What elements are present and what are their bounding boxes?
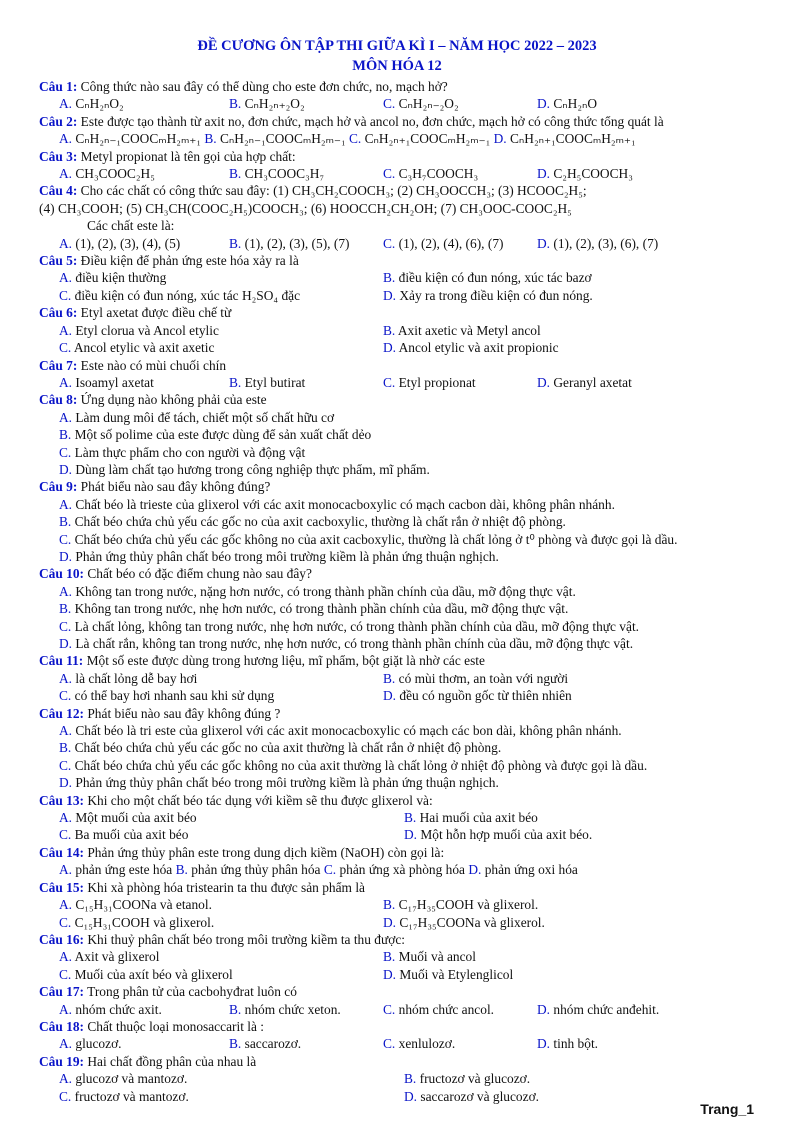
answer-option[interactable]: B. Không tan trong nước, nhẹ hơn nước, có trong thành phần chính của dầu, mỡ động thực vật. (59, 601, 569, 617)
answer-option[interactable]: B. Chất béo chứa chủ yếu các gốc no của axit cacboxylic, thường là chất rắn ở nhiệt độ phòng. (59, 514, 566, 530)
answer-option[interactable]: B. C₁₇H₃₅COOH và glixerol. (383, 897, 539, 913)
answer-option[interactable]: B. Hai muối của axit béo (404, 810, 538, 826)
option-letter: B. (229, 1036, 242, 1052)
question-stem (39, 478, 769, 495)
question-text: Este được tạo thành từ axit no, đơn chức, mạch hở và ancol no, đơn chức, mạch hở có công thức tổng quát là (77, 113, 664, 129)
question-text: Phản ứng thủy phân este trong dung dịch kiềm (NaOH) còn gọi là: (84, 844, 445, 860)
option-letter: C. (383, 374, 396, 390)
answer-option[interactable]: B. Chất béo chứa chủ yếu các gốc no của axit thường là chất rắn ở nhiệt độ phòng. (59, 740, 502, 756)
option-letter: B. (59, 514, 72, 530)
answer-row (39, 948, 769, 965)
option-letter: C. (323, 862, 337, 878)
answer-option[interactable]: C. Chất béo chứa chủ yếu các gốc không no của axit cacboxylic, thường là chất lỏng ở t⁰ phòng và được gọi là dầu. (59, 531, 678, 547)
option-letter: D. (383, 340, 397, 356)
question-text: Khi xà phòng hóa tristearin ta thu được sản phẩm là (84, 879, 365, 895)
question-label: Câu 7: (39, 357, 78, 373)
option-letter: C. (349, 131, 362, 147)
option-letter: C. (59, 688, 72, 704)
option-letter: A. (59, 670, 73, 686)
option-letter: D. (404, 1088, 418, 1104)
question-continuation: (4) CH₃COOH; (5) CH₃CH(COOC₂H₅)COOCH₃; (6) HOOCCH₂CH₂OH; (7) CH₃OOC-COOC₂H₅ (39, 200, 572, 216)
answer-option[interactable]: C. Chất béo chứa chủ yếu các gốc không no của axit thường là chất lỏng ở nhiệt độ phòng và được gọi là dầu. (59, 757, 648, 773)
answer-option[interactable]: B. CH₃COOC₃H₇ (229, 166, 325, 182)
option-letter: A. (59, 270, 73, 286)
answer-option[interactable]: C. có thể bay hơi nhanh sau khi sử dụng (59, 688, 275, 704)
answer-option[interactable]: B. điều kiện có đun nóng, xúc tác bazơ (383, 270, 592, 286)
answer-option[interactable]: A. C₁₅H₃₁COONa và etanol. (59, 897, 212, 913)
option-letter: B. (229, 96, 242, 112)
answer-option[interactable]: C. xenlulozơ. (383, 1036, 456, 1052)
question-label: Câu 11: (39, 653, 84, 669)
answer-option[interactable]: B. Một số polime của este được dùng để sản xuất chất dẻo (59, 427, 372, 443)
option-letter: C. (59, 757, 72, 773)
answer-option[interactable]: A. điều kiện thường (59, 270, 167, 286)
option-letter: C. (59, 287, 72, 303)
answer-row (39, 339, 769, 356)
answer-option[interactable]: A. nhóm chức axit. (59, 1001, 162, 1017)
answer-row (39, 1088, 769, 1105)
question-text: Ứng dụng nào không phải của este (77, 392, 267, 408)
option-letter: D. (383, 287, 397, 303)
answer-row (39, 670, 769, 687)
document-subtitle: MÔN HÓA 12 (352, 58, 442, 74)
question-stem (39, 705, 769, 722)
answer-option[interactable]: A. CₙH₂ₙ₋₁COOCₘH₂ₘ₊₁ B. CₙH₂ₙ₋₁COOCₘH₂ₘ₋₁ C. CₙH₂ₙ₊₁COOCₘH₂ₘ₋₁ D. CₙH₂ₙ₊₁COOCₘH₂ₘ₊₁ (59, 131, 636, 147)
answer-option[interactable]: D. nhóm chức anđehit. (537, 1001, 660, 1017)
answer-option[interactable]: A. glucozơ. (59, 1036, 122, 1052)
option-letter: B. (229, 235, 242, 251)
answer-row (39, 1001, 769, 1018)
question-label: Câu 1: (39, 79, 78, 94)
answer-option[interactable]: A. Không tan trong nước, nặng hơn nước, có trong thành phần chính của dầu, mỡ động thực vật. (59, 583, 576, 599)
option-letter: C. (59, 531, 72, 547)
answer-row (39, 269, 769, 286)
question-text: Este nào có mùi chuối chín (77, 357, 227, 373)
question-text: Hai chất đồng phân của nhau là (84, 1053, 257, 1069)
answer-row (39, 809, 769, 826)
option-letter: A. (59, 897, 73, 913)
question-label: Câu 10: (39, 566, 85, 582)
answer-option[interactable]: C. điều kiện có đun nóng, xúc tác H₂SO₄ đặc (59, 287, 301, 303)
option-letter: A. (59, 1071, 73, 1087)
question-stem (39, 931, 769, 948)
answer-row (39, 914, 769, 931)
question-label: Câu 15: (39, 879, 85, 895)
answer-option[interactable]: A. Một muối của axit béo (59, 810, 197, 826)
option-letter: D. (537, 1001, 551, 1017)
question-list (39, 78, 769, 1105)
option-letter: C. (59, 914, 72, 930)
question-text: Một số este được dùng trong hương liệu, mĩ phẩm, bột giặt là nhờ các este (83, 653, 485, 669)
answer-option[interactable]: D. đều có nguồn gốc từ thiên nhiên (383, 688, 572, 704)
answer-option[interactable]: C. Làm thực phẩm cho con người và động vật (59, 444, 306, 460)
answer-row (39, 322, 769, 339)
question-label: Câu 16: (39, 931, 85, 947)
option-letter: A. (59, 409, 73, 425)
option-letter: C. (59, 618, 72, 634)
option-letter: A. (59, 322, 73, 338)
option-letter: B. (175, 862, 188, 878)
question-text: Trong phân tử của cacbohyđrat luôn có (84, 984, 297, 1000)
answer-option[interactable]: B. fructozơ và glucozơ. (404, 1071, 531, 1087)
question-stem (39, 148, 769, 165)
answer-option[interactable]: A. glucozơ và mantozơ. (59, 1071, 188, 1087)
option-letter: D. (59, 775, 73, 791)
question-label: Câu 19: (39, 1053, 85, 1069)
option-letter: B. (404, 810, 417, 826)
question-text: Metyl propionat là tên gọi của hợp chất: (77, 148, 296, 164)
option-letter: B. (229, 374, 242, 390)
answer-row (39, 966, 769, 983)
question-prompt: Các chất este là: (87, 218, 175, 234)
answer-option[interactable]: D. Phản ứng thủy phân chất béo trong môi trường kiềm là phản ứng thuận nghịch. (59, 548, 499, 564)
option-letter: B. (404, 1071, 417, 1087)
option-letter: A. (59, 166, 73, 182)
answer-option[interactable]: D. Dùng làm chất tạo hương trong công nghiệp thực phẩm, mĩ phẩm. (59, 461, 430, 477)
question-label: Câu 9: (39, 479, 78, 495)
question-label: Câu 8: (39, 392, 78, 408)
option-letter: C. (383, 96, 396, 112)
answer-option[interactable]: D. saccarozơ và glucozơ. (404, 1088, 539, 1104)
answer-option[interactable]: D. Là chất rắn, không tan trong nước, nhẹ hơn nước, có trong thành phần chính của dầu, mỡ động thực vật. (59, 636, 634, 651)
option-letter: D. (537, 374, 551, 390)
option-letter: D. (383, 688, 397, 704)
answer-option[interactable]: A. Isoamyl axetat (59, 374, 154, 390)
question-label: Câu 4: (39, 183, 78, 199)
option-letter: D. (383, 966, 397, 982)
question-stem (39, 1053, 769, 1070)
answer-option[interactable]: C. Muối của axít béo và glixerol (59, 966, 233, 982)
answer-option[interactable]: B. Muối và ancol (383, 949, 476, 965)
question-text: Phát biểu nào sau đây không đúng ? (84, 705, 281, 721)
answer-option[interactable]: D. CₙH₂ₙO (537, 96, 597, 112)
answer-option[interactable]: D. Muối và Etylenglicol (383, 966, 514, 982)
answer-row (39, 374, 769, 391)
answer-option[interactable]: D. (1), (2), (3), (6), (7) (537, 235, 659, 251)
answer-option[interactable]: D. Phản ứng thủy phân chất béo trong môi trường kiềm là phản ứng thuận nghịch. (59, 775, 499, 791)
question-stem (39, 565, 769, 582)
question-stem (39, 879, 769, 896)
question-text: Chất thuộc loại monosaccarit là : (84, 1018, 264, 1034)
question-text: Phát biểu nào sau đây không đúng? (77, 479, 271, 495)
question-stem (39, 357, 769, 374)
question-stem (39, 792, 769, 809)
question-stem (39, 652, 769, 669)
option-letter: A. (59, 374, 73, 390)
option-letter: A. (59, 1036, 73, 1052)
answer-row (39, 1070, 769, 1087)
option-letter: D. (468, 862, 482, 878)
answer-option[interactable]: B. CₙH₂ₙ₊₂O₂ (229, 96, 305, 112)
question-text: Khi cho một chất béo tác dụng với kiềm sẽ thu được glixerol và: (84, 792, 433, 808)
option-letter: D. (493, 131, 507, 147)
option-letter: A. (59, 496, 73, 512)
option-letter: B. (383, 322, 396, 338)
answer-option[interactable]: C. CₙH₂ₙ₋₂O₂ (383, 96, 459, 112)
option-letter: C. (383, 235, 396, 251)
question-label: Câu 12: (39, 705, 85, 721)
option-letter: A. (59, 583, 73, 599)
question-text: Chất béo có đặc điểm chung nào sau đây? (84, 566, 312, 582)
answer-option[interactable]: A. CₙH₂ₙO₂ (59, 96, 124, 112)
option-letter: A. (59, 810, 73, 826)
answer-option[interactable]: C. Là chất lỏng, không tan trong nước, nhẹ hơn nước, có trong thành phần chính của dầu, mỡ động thực vật. (59, 618, 640, 634)
answer-option[interactable]: C. Ancol etylic và axit axetic (59, 340, 215, 356)
option-letter: D. (537, 166, 551, 182)
question-label: Câu 17: (39, 984, 85, 1000)
option-letter: A. (59, 862, 73, 878)
answer-option[interactable]: C. Ba muối của axit béo (59, 827, 189, 843)
answer-option[interactable]: D. Geranyl axetat (537, 374, 632, 390)
question-text: Công thức nào sau đây có thể dùng cho este đơn chức, no, mạch hở? (77, 79, 448, 94)
option-letter: C. (59, 827, 72, 843)
question-stem (39, 391, 769, 408)
answer-option[interactable]: A. Etyl clorua và Ancol etylic (59, 322, 219, 338)
answer-row (39, 287, 769, 304)
question-label: Câu 5: (39, 253, 78, 269)
option-letter: B. (59, 740, 72, 756)
option-letter: D. (537, 96, 551, 112)
option-letter: B. (383, 897, 396, 913)
option-letter: C. (59, 1088, 72, 1104)
answer-option[interactable]: A. Chất béo là trieste của glixerol với các axit monocacboxylic có mạch cacbon dài, không phân nhánh. (59, 496, 615, 512)
question-stem (39, 78, 769, 95)
document-title: ĐỀ CƯƠNG ÔN TẬP THI GIỮA KÌ I – NĂM HỌC 2022 – 2023 (197, 38, 597, 54)
question-label: Câu 2: (39, 113, 78, 129)
question-stem (39, 304, 769, 321)
answer-option[interactable]: B. Axit axetic và Metyl ancol (383, 322, 541, 338)
answer-row (39, 896, 769, 913)
answer-row (39, 687, 769, 704)
question-text: Etyl axetat được điều chế từ (77, 305, 232, 321)
answer-option[interactable]: C. C₁₅H₃₁COOH và glixerol. (59, 914, 215, 930)
answer-row (39, 165, 769, 182)
option-letter: A. (59, 723, 73, 739)
option-letter: A. (59, 131, 73, 147)
option-letter: C. (59, 966, 72, 982)
question-label: Câu 6: (39, 305, 78, 321)
option-letter: B. (383, 270, 396, 286)
option-letter: A. (59, 96, 73, 112)
answer-option[interactable]: D. Ancol etylic và axit propionic (383, 340, 559, 356)
question-stem (39, 983, 769, 1000)
option-letter: D. (383, 914, 397, 930)
answer-option[interactable]: A. CH₃COOC₂H₅ (59, 166, 155, 182)
option-letter: B. (229, 1001, 242, 1017)
option-letter: C. (383, 166, 396, 182)
answer-option[interactable]: A. (1), (2), (3), (4), (5) (59, 235, 181, 251)
option-letter: C. (383, 1036, 396, 1052)
option-letter: B. (59, 601, 72, 617)
answer-option[interactable]: C. Etyl propionat (383, 374, 476, 390)
answer-option[interactable]: B. nhóm chức xeton. (229, 1001, 341, 1017)
question-label: Câu 14: (39, 844, 85, 860)
answer-option[interactable]: B. Etyl butirat (229, 374, 306, 390)
option-letter: D. (404, 827, 418, 843)
answer-row (39, 235, 769, 252)
answer-option[interactable]: D. C₁₇H₃₅COONa và glixerol. (383, 914, 545, 930)
option-letter: A. (59, 1001, 73, 1017)
answer-option[interactable]: B. (1), (2), (3), (5), (7) (229, 235, 350, 251)
question-stem (39, 844, 769, 861)
answer-option[interactable]: C. C₃H₇COOCH₃ (383, 166, 479, 182)
answer-option[interactable]: C. nhóm chức ancol. (383, 1001, 495, 1017)
option-letter: C. (59, 444, 72, 460)
page-number: Trang_1 (700, 1101, 754, 1117)
answer-option[interactable]: D. C₂H₅COOCH₃ (537, 166, 633, 182)
question-label: Câu 13: (39, 792, 85, 808)
answer-row (39, 826, 769, 843)
answer-option[interactable]: A. Chất béo là tri este của glixerol với các axit monocacboxylic có mạch các bon dài, không phân nhánh. (59, 723, 622, 739)
answer-option[interactable]: B. có mùi thơm, an toàn với người (383, 670, 569, 686)
answer-option[interactable]: C. (1), (2), (4), (6), (7) (383, 235, 504, 251)
answer-option[interactable]: D. tinh bột. (537, 1036, 599, 1052)
option-letter: B. (204, 131, 217, 147)
question-stem (39, 113, 769, 130)
answer-option[interactable]: D. Một hỗn hợp muối của axit béo. (404, 827, 593, 843)
question-stem (39, 1018, 769, 1035)
question-label: Câu 3: (39, 148, 78, 164)
option-letter: D. (59, 548, 73, 564)
answer-option[interactable]: C. fructozơ và mantozơ. (59, 1088, 189, 1104)
question-text: Khi thuỷ phân chất béo trong môi trường kiềm ta thu được: (84, 931, 405, 947)
option-letter: B. (59, 427, 72, 443)
answer-option[interactable]: A. Axit và glixerol (59, 949, 160, 965)
answer-option[interactable]: A. phản ứng este hóa B. phản ứng thủy phân hóa C. phản ứng xà phòng hóa D. phản ứng oxi hóa (59, 862, 578, 878)
answer-option[interactable]: B. saccarozơ. (229, 1036, 302, 1052)
answer-row (39, 95, 769, 112)
answer-option[interactable]: D. Xảy ra trong điều kiện có đun nóng. (383, 287, 593, 303)
option-letter: A. (59, 949, 73, 965)
option-letter: B. (383, 670, 396, 686)
option-letter: A. (59, 235, 73, 251)
answer-option[interactable]: A. là chất lỏng dễ bay hơi (59, 670, 198, 686)
answer-option[interactable]: A. Làm dung môi để tách, chiết một số chất hữu cơ (59, 409, 335, 425)
option-letter: C. (59, 340, 72, 356)
option-letter: D. (59, 461, 73, 477)
option-letter: D. (537, 235, 551, 251)
question-label: Câu 18: (39, 1018, 85, 1034)
option-letter: C. (383, 1001, 396, 1017)
question-stem (39, 252, 769, 269)
question-text: Cho các chất có công thức sau đây: (1) CH₃CH₂COOCH₃; (2) CH₃OOCCH₃; (3) HCOOC₂H₅; (77, 183, 587, 199)
option-letter: D. (537, 1036, 551, 1052)
option-letter: B. (229, 166, 242, 182)
answer-row (39, 1035, 769, 1052)
option-letter: B. (383, 949, 396, 965)
question-stem (39, 182, 769, 199)
question-text: Điều kiện để phản ứng este hóa xảy ra là (77, 253, 299, 269)
option-letter: D. (59, 636, 73, 651)
